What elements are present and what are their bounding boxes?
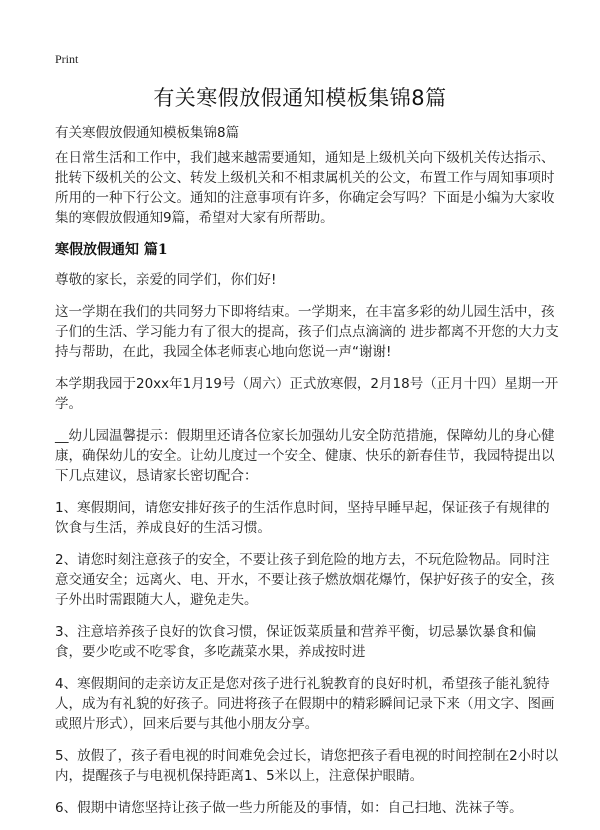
suggestion-item-5: 5、放假了，孩子看电视的时间难免会过长，请您把孩子看电视的时间控制在2小时以内，提醒孩子与电视机保持距离1、5米以上，注意保护眼睛。	[55, 748, 559, 784]
suggestion-item-4: 4、寒假期间的走亲访友正是您对孩子进行礼貌教育的良好时机，希望孩子能礼貌待人，成为有礼貌的好孩子。同进将孩子在假期中的精彩瞬间记录下来（用文字、图画或照片形式），回来后要与其他小朋友分享。	[55, 676, 555, 732]
suggestion-item-6: 6、假期中请您坚持让孩子做一些力所能及的事情，如：自己扫地、洗袜子等。	[55, 800, 523, 816]
document-body	[55, 148, 560, 830]
tips-paragraph: __幼儿园温馨提示：假期里还请各位家长加强幼儿安全防范措施，保障幼儿的身心健康，确保幼儿的安全。让幼儿度过一个安全、健康、快乐的新春佳节，我园特提出以下几点建议，恳请家长密切配合：	[55, 428, 555, 484]
suggestion-item-2: 2、请您时刻注意孩子的安全，不要让孩子到危险的地方去，不玩危险物品。同时注意交通安全；远离火、电、开水，不要让孩子燃放烟花爆竹，保护好孩子的安全，孩子外出时需跟随大人，避免走失。	[55, 552, 555, 608]
thanks-paragraph: 这一学期在我们的共同努力下即将结束。一学期来，在丰富多彩的幼儿园生活中，孩子们的生活、学习能力有了很大的提高，孩子们点点滴滴的 进步都离不开您的大力支持与帮助，在此，我园全体老师衷心地向您说一声“谢谢!	[55, 304, 559, 360]
intro-paragraph: 在日常生活和工作中，我们越来越需要通知，通知是上级机关向下级机关传达指示、批转下级机关的公文、转发上级机关和不相隶属机关的公文，布置工作与周知事项时所用的一种下行公文。通知的注意事项有许多，你确定会写吗？下面是小编为大家收集的寒假放假通知9篇，希望对大家有所帮助。	[55, 150, 555, 226]
section-heading: 寒假放假通知 篇1	[55, 242, 168, 258]
suggestion-item-1: 1、寒假期间，请您安排好孩子的生活作息时间，坚持早睡早起，保证孩子有规律的饮食与生活，养成良好的生活习惯。	[55, 500, 550, 536]
document-subtitle: 有关寒假放假通知模板集锦8篇	[55, 125, 240, 141]
greeting-paragraph: 尊敬的家长，亲爱的同学们，你们好!	[55, 272, 277, 288]
print-label[interactable]: Print	[55, 52, 79, 66]
document-title: 有关寒假放假通知模板集锦8篇	[153, 86, 447, 110]
suggestion-item-3: 3、注意培养孩子良好的饮食习惯，保证饭菜质量和营养平衡，切忌暴饮暴食和偏食，要少吃或不吃零食，多吃蔬菜水果，养成按时进	[55, 624, 537, 660]
schedule-paragraph: 本学期我园于20xx年1月19号（周六）正式放寒假，2月18号（正月十四）星期一开学。	[55, 376, 559, 412]
